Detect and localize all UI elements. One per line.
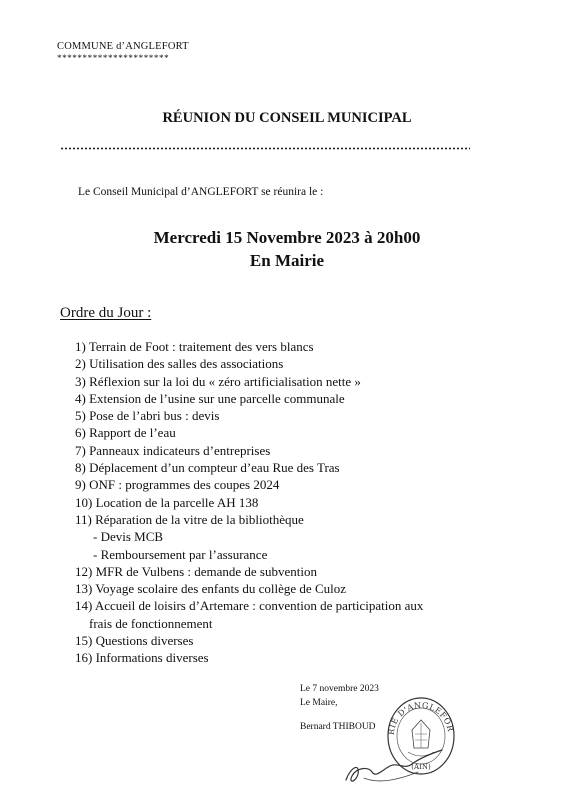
agenda-item: 13) Voyage scolaire des enfants du collège de Culoz [75,581,346,597]
commune-name: COMMUNE d’ANGLEFORT [57,41,189,52]
svg-text:(AIN): (AIN) [411,763,431,771]
handwritten-signature [338,740,448,790]
agenda-item-continuation: frais de fonctionnement [89,615,213,631]
agenda-item: 9) ONF : programmes des coupes 2024 [75,477,280,493]
intro-text: Le Conseil Municipal d’ANGLEFORT se réunira le : [78,186,324,198]
agenda-item: 12) MFR de Vulbens : demande de subvention [75,563,317,579]
agenda-subitem: - Remboursement par l’assurance [93,546,268,562]
agenda-item: 3) Réflexion sur la loi du « zéro artificialisation nette » [75,373,361,389]
agenda-item: 15) Questions diverses [75,633,194,649]
meeting-place: En Mairie [249,251,325,270]
agenda-item: 7) Panneaux indicateurs d’entreprises [75,442,271,458]
agenda-item: 4) Extension de l’usine sur une parcelle communale [75,390,345,406]
document-title: RÉUNION DU CONSEIL MUNICIPAL [162,110,412,126]
agenda-item: 8) Déplacement d’un compteur d’eau Rue des Tras [75,460,340,476]
agenda-item: 5) Pose de l’abri bus : devis [75,408,220,424]
meeting-date: Mercredi 15 Novembre 2023 à 20h00 [153,228,421,247]
agenda-item: 10) Location de la parcelle AH 138 [75,494,259,510]
agenda-subitem: - Devis MCB [93,529,164,545]
agenda-item: 14) Accueil de loisirs d’Artemare : convention de participation aux [75,598,424,614]
svg-text:RIE D'ANGLEFOR: RIE D'ANGLEFOR [386,700,455,736]
agenda-heading: Ordre du Jour : [60,305,152,321]
agenda-item: 11) Réparation de la vitre de la bibliothèque [75,511,304,527]
agenda-item: 2) Utilisation des salles des associations [75,356,284,372]
agenda-item: 16) Informations diverses [75,650,209,666]
agenda-item: 1) Terrain de Foot : traitement des vers blancs [75,339,314,354]
signature-role: Le Maire, [300,698,338,708]
signature-name: Bernard THIBOUD [300,722,376,732]
signature-date: Le 7 novembre 2023 [300,684,379,694]
agenda-item: 6) Rapport de l’eau [75,425,176,441]
dotted-divider [60,147,470,150]
commune-separator: ********************** [57,53,170,63]
agenda-list [75,338,515,667]
